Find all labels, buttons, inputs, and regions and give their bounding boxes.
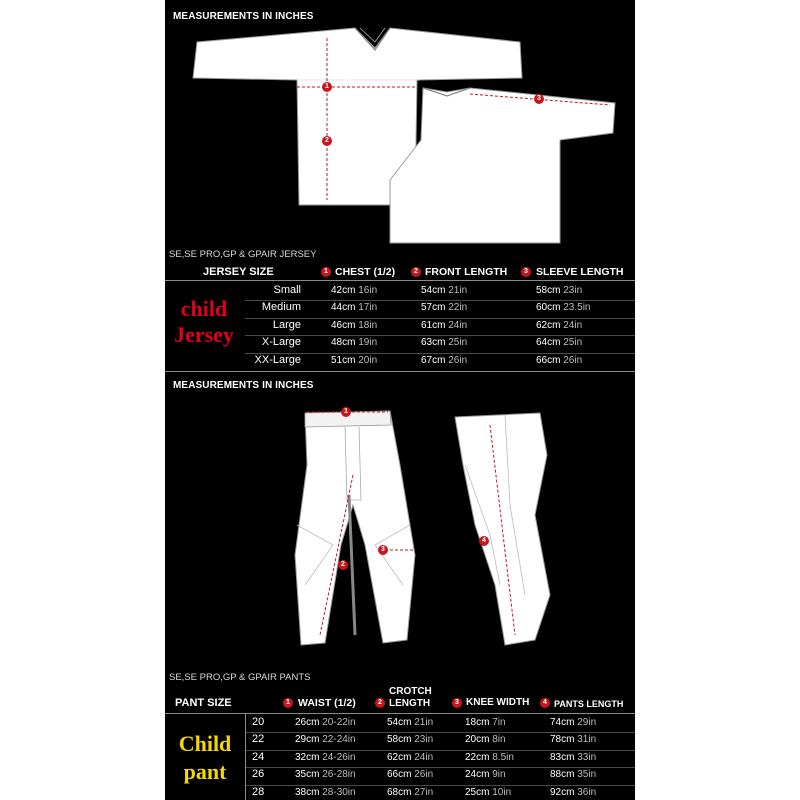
cell-cm: 46cm (331, 319, 356, 331)
cell-inches: 10in (492, 786, 512, 798)
jersey-measurements-header: MEASUREMENTS IN INCHES (173, 11, 314, 22)
cell-inches: 26in (448, 354, 468, 366)
pants-subheader: SE,SE PRO,GP & GPAIR PANTS (169, 672, 311, 683)
jersey-front-diagram (165, 0, 635, 250)
jersey-cell (536, 337, 582, 348)
jersey-cell (421, 355, 467, 366)
cell-cm: 44cm (331, 302, 356, 314)
cell-inches: 25in (563, 337, 583, 349)
cell-cm: 92cm (550, 786, 575, 798)
front-length-label: FRONT LENGTH (302, 110, 358, 117)
pants-row-size: 20 (252, 716, 265, 728)
pants-cell (465, 752, 514, 763)
pants-col1-marker: 1 (283, 698, 293, 708)
jersey-cell (421, 337, 467, 348)
cell-cm: 51cm (331, 354, 356, 366)
cell-inches: 21in (448, 285, 468, 296)
pants-cell (387, 734, 433, 745)
cell-inches: 27in (414, 786, 434, 798)
cell-inches: 16in (358, 285, 378, 296)
pants-row-size: 22 (252, 733, 265, 746)
pants-cell (295, 769, 356, 780)
pants-cell (465, 787, 511, 798)
cell-inches: 18in (358, 319, 378, 331)
cell-cm: 66cm (536, 354, 561, 366)
crotch-marker: 2 (338, 560, 348, 570)
pants-col-divider (245, 713, 246, 800)
pants-row-divider (245, 732, 635, 733)
pants-row-divider (245, 767, 635, 768)
jersey-cell (421, 285, 467, 296)
cell-cm: 74cm (550, 717, 575, 728)
cell-inches: 26in (414, 769, 434, 781)
cell-inches: 23.5in (563, 302, 591, 314)
cell-cm: 22cm (465, 751, 490, 763)
jersey-col-sleeve-length: SLEEVE LENGTH (536, 266, 624, 278)
pants-row-size: 24 (252, 750, 265, 763)
chest-label: CHEST(1" BELOW ARMHOLE) (319, 74, 421, 81)
cell-cm: 26cm (295, 717, 320, 728)
pants-col3-marker: 3 (452, 698, 462, 708)
cell-cm: 62cm (387, 751, 412, 763)
cell-inches: 8in (492, 734, 506, 746)
pants-col-waist: WAIST (1/2) (298, 697, 356, 709)
cell-cm: 62cm (536, 319, 561, 331)
sleeve-length-label: SLEEVE LENGTH (515, 107, 575, 114)
jersey-row-size: X-Large (261, 336, 301, 349)
cell-cm: 61cm (421, 319, 446, 331)
jersey-subheader: SE,SE PRO,GP & GPAIR JERSEY (169, 249, 317, 260)
pants-col-crotch: CROTCH LENGTH (389, 686, 432, 709)
cell-inches: 17in (358, 302, 378, 314)
jersey-size-header: JERSEY SIZE (203, 266, 274, 278)
cell-cm: 29cm (295, 734, 320, 746)
pants-cell (387, 787, 433, 798)
cell-inches: 33in (577, 751, 597, 763)
jersey-row-size: Medium (261, 301, 301, 314)
pants-cell (387, 769, 433, 780)
pants-cell (465, 734, 506, 745)
pants-cell (465, 717, 506, 728)
jersey-cell (536, 302, 590, 313)
jersey-cell (331, 337, 377, 348)
cell-inches: 25in (448, 337, 468, 349)
jersey-cell (536, 285, 582, 296)
cell-cm: 68cm (387, 786, 412, 798)
cell-cm: 35cm (295, 769, 320, 781)
pants-row-size: 28 (252, 785, 265, 798)
jersey-col-chest: CHEST (1/2) (335, 266, 396, 278)
jersey-cell (536, 355, 582, 366)
cell-inches: 36in (577, 786, 597, 798)
cell-cm: 78cm (550, 734, 575, 746)
cell-cm: 57cm (421, 302, 446, 314)
cell-inches: 23in (414, 734, 434, 746)
pants-cell (465, 769, 506, 780)
jersey-table-top-rule (165, 280, 635, 281)
cell-inches: 24in (414, 751, 434, 763)
pants-cell (550, 717, 596, 728)
jersey-cell (421, 302, 467, 313)
jersey-col2-marker: 2 (411, 267, 421, 277)
waist-marker: 1 (341, 407, 351, 417)
cell-cm: 18cm (465, 717, 490, 728)
cell-inches: 24in (563, 319, 583, 331)
jersey-row-size: XX-Large (254, 353, 301, 366)
pants-table-top-rule (165, 713, 635, 714)
cell-inches: 8.5in (492, 751, 514, 763)
cell-inches: 24-26in (322, 751, 356, 763)
pants-measurements-header: MEASUREMENTS IN INCHES (173, 380, 314, 391)
child-jersey-side-label: child Jersey (174, 296, 234, 347)
jersey-col-front-length: FRONT LENGTH (425, 266, 508, 278)
pants-cell (550, 769, 596, 780)
cell-cm: 25cm (465, 786, 490, 798)
jersey-table-bottom-rule (165, 371, 635, 372)
cell-inches: 35in (577, 769, 597, 781)
cell-inches: 19in (358, 337, 378, 349)
jersey-row-divider (245, 300, 635, 301)
cell-cm: 48cm (331, 337, 356, 349)
pants-cell (295, 787, 356, 798)
cell-inches: 29in (577, 717, 597, 728)
pant-size-header: PANT SIZE (175, 697, 232, 709)
cell-cm: 66cm (387, 769, 412, 781)
cell-cm: 32cm (295, 751, 320, 763)
jersey-cell (536, 320, 582, 331)
cell-inches: 26-28in (322, 769, 356, 781)
pants-cell (550, 752, 596, 763)
pants-row-size: 26 (252, 768, 265, 781)
cell-inches: 28-30in (322, 786, 356, 798)
jersey-row-size: Large (272, 318, 301, 331)
pants-col2-marker: 2 (375, 698, 385, 708)
knee-marker: 3 (378, 545, 388, 555)
jersey-col3-marker: 3 (521, 267, 531, 277)
jersey-row-divider (245, 318, 635, 319)
pants-cell (387, 717, 433, 728)
size-chart-panel (165, 0, 635, 800)
pants-cell (387, 752, 433, 763)
sleeve-marker: 3 (534, 94, 544, 104)
jersey-cell (331, 302, 377, 313)
jersey-col1-marker: 1 (321, 267, 331, 277)
cell-cm: 58cm (387, 734, 412, 746)
front-length-note: (from high point shoulder) (301, 118, 389, 125)
front-length-marker: 2 (322, 136, 332, 146)
pants-row-divider (245, 750, 635, 751)
jersey-cell (331, 355, 377, 366)
cell-cm: 54cm (421, 285, 446, 296)
pants-cell (295, 734, 356, 745)
pants-cell (550, 734, 596, 745)
jersey-cell (421, 320, 467, 331)
pants-cell (295, 717, 356, 728)
cell-cm: 24cm (465, 769, 490, 781)
cell-cm: 63cm (421, 337, 446, 349)
chest-marker: 1 (322, 82, 332, 92)
pants-col-knee-width: KNEE WIDTH (466, 697, 530, 708)
cell-cm: 83cm (550, 751, 575, 763)
cell-cm: 58cm (536, 285, 561, 296)
cell-inches: 9in (492, 769, 506, 781)
cell-inches: 21in (414, 717, 434, 728)
jersey-cell (331, 285, 377, 296)
cell-cm: 64cm (536, 337, 561, 349)
cell-cm: 54cm (387, 717, 412, 728)
cell-inches: 31in (577, 734, 597, 746)
cell-cm: 60cm (536, 302, 561, 314)
cell-cm: 88cm (550, 769, 575, 781)
cell-inches: 23in (563, 285, 583, 296)
cell-inches: 22-24in (322, 734, 356, 746)
pants-diagram (165, 395, 635, 665)
jersey-row-divider (245, 353, 635, 354)
jersey-cell (331, 320, 377, 331)
pants-cell (550, 787, 596, 798)
pants-col-pants-length: PANTS LENGTH (554, 699, 624, 709)
cell-inches: 24in (448, 319, 468, 331)
cell-inches: 22in (448, 302, 468, 314)
cell-inches: 26in (563, 354, 583, 366)
cell-cm: 67cm (421, 354, 446, 366)
pants-cell (295, 752, 356, 763)
cell-inches: 7in (492, 717, 506, 728)
cell-inches: 20-22in (322, 717, 356, 728)
pants-col4-marker: 4 (540, 698, 550, 708)
jersey-row-size: Small (273, 284, 301, 296)
pants-row-divider (245, 785, 635, 786)
cell-cm: 20cm (465, 734, 490, 746)
cell-cm: 42cm (331, 285, 356, 296)
cell-inches: 20in (358, 354, 378, 366)
pants-length-marker: 4 (479, 536, 489, 546)
child-pant-side-label: Child pant (178, 731, 232, 784)
cell-cm: 38cm (295, 786, 320, 798)
jersey-row-divider (245, 335, 635, 336)
